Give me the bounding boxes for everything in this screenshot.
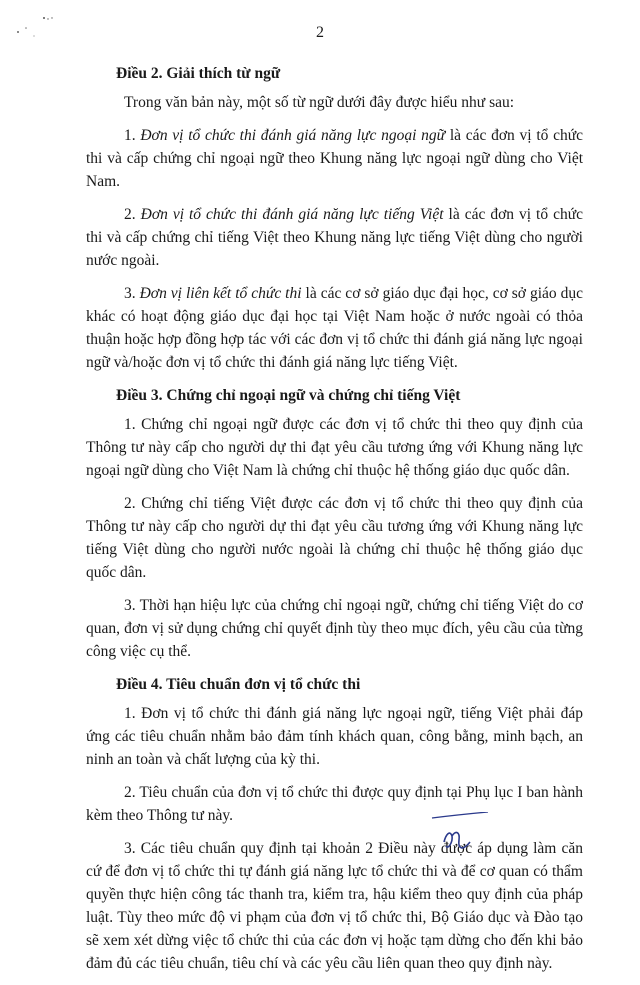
handwritten-initials — [426, 812, 496, 862]
article-2-term-1: Đơn vị tổ chức thi đánh giá năng lực ngoại ngữ — [140, 127, 446, 144]
article-2-clause-2: 2. Đơn vị tổ chức thi đánh giá năng lực tiếng Việt là các đơn vị tổ chức thi và cấp chứng chỉ tiếng Việt theo Khung năng lực tiếng Việt dùng cho người nước ngoài. — [86, 206, 583, 269]
article-4-clause-3: 3. Các tiêu chuẩn quy định tại khoản 2 Điều này được áp dụng làm căn cứ để đơn vị tổ chức thi tự đánh giá năng lực tổ chức thi và để cơ quan có thẩm quyền thực hiện công tác thanh tra, kiểm tra, hậu kiểm theo quy định của pháp luật. Tùy theo mức độ vi phạm của đơn vị tổ chức thi, Bộ Giáo dục và Đào tạo sẽ xem xét dừng việc tổ chức thi của các đơn vị hoặc tạm dừng cho đến khi bảo đảm đủ các tiêu chuẩn, tiêu chí và các yêu cầu liên quan theo quy định này. — [86, 840, 583, 972]
article-2-intro: Trong văn bản này, một số từ ngữ dưới đây được hiểu như sau: — [124, 94, 515, 111]
article-2-clause-1: 1. Đơn vị tổ chức thi đánh giá năng lực ngoại ngữ là các đơn vị tổ chức thi và cấp chứng chỉ ngoại ngữ theo Khung năng lực ngoại ngữ dùng cho Việt Nam. — [86, 127, 584, 190]
document-body — [86, 62, 583, 985]
article-2-clause-3: 3. Đơn vị liên kết tổ chức thi là các cơ sở giáo dục đại học, cơ sở giáo dục khác có hoạt động giáo dục đại học tại Việt Nam hoặc ở nước ngoài có thỏa thuận hoặc hợp đồng hợp tác với các đơn vị tổ chức thi đánh giá năng lực ngoại ngữ và/hoặc đơn vị tổ chức thi đánh giá năng lực tiếng Việt. — [86, 285, 584, 371]
article-2-term-2: Đơn vị tổ chức thi đánh giá năng lực tiếng Việt — [140, 206, 444, 223]
article-3-clause-2: 2. Chứng chỉ tiếng Việt được các đơn vị tổ chức thi theo quy định của Thông tư này cấp cho người dự thi đạt yêu cầu tương ứng với Khung năng lực tiếng Việt dùng cho người nước ngoài là chứng chỉ thuộc hệ thống giáo dục quốc dân. — [86, 495, 583, 581]
article-2-heading: Điều 2. Giải thích từ ngữ — [116, 65, 281, 82]
article-3-heading: Điều 3. Chứng chỉ ngoại ngữ và chứng chỉ tiếng Việt — [116, 387, 461, 404]
article-4-clause-2: 2. Tiêu chuẩn của đơn vị tổ chức thi được quy định tại Phụ lục I ban hành kèm theo Thông tư này. — [86, 784, 583, 824]
article-2-term-3: Đơn vị liên kết tổ chức thi — [139, 285, 302, 302]
article-3-clause-3: 3. Thời hạn hiệu lực của chứng chỉ ngoại ngữ, chứng chỉ tiếng Việt do cơ quan, đơn vị sử dụng chứng chỉ quyết định tùy theo mục đích, yêu cầu của từng công việc cụ thể. — [86, 597, 583, 660]
article-4-clause-1: 1. Đơn vị tổ chức thi đánh giá năng lực ngoại ngữ, tiếng Việt phải đáp ứng các tiêu chuẩn nhằm bảo đảm tính khách quan, công bằng, minh bạch, an ninh an toàn và chất lượng của kỳ thi. — [86, 705, 583, 768]
article-4-heading: Điều 4. Tiêu chuẩn đơn vị tổ chức thi — [116, 676, 361, 693]
article-3-clause-1: 1. Chứng chỉ ngoại ngữ được các đơn vị tổ chức thi theo quy định của Thông tư này cấp cho người dự thi đạt yêu cầu tương ứng với Khung năng lực ngoại ngữ dùng cho Việt Nam là chứng chỉ thuộc hệ thống giáo dục quốc dân. — [86, 416, 583, 479]
page-number: 2 — [316, 24, 324, 41]
